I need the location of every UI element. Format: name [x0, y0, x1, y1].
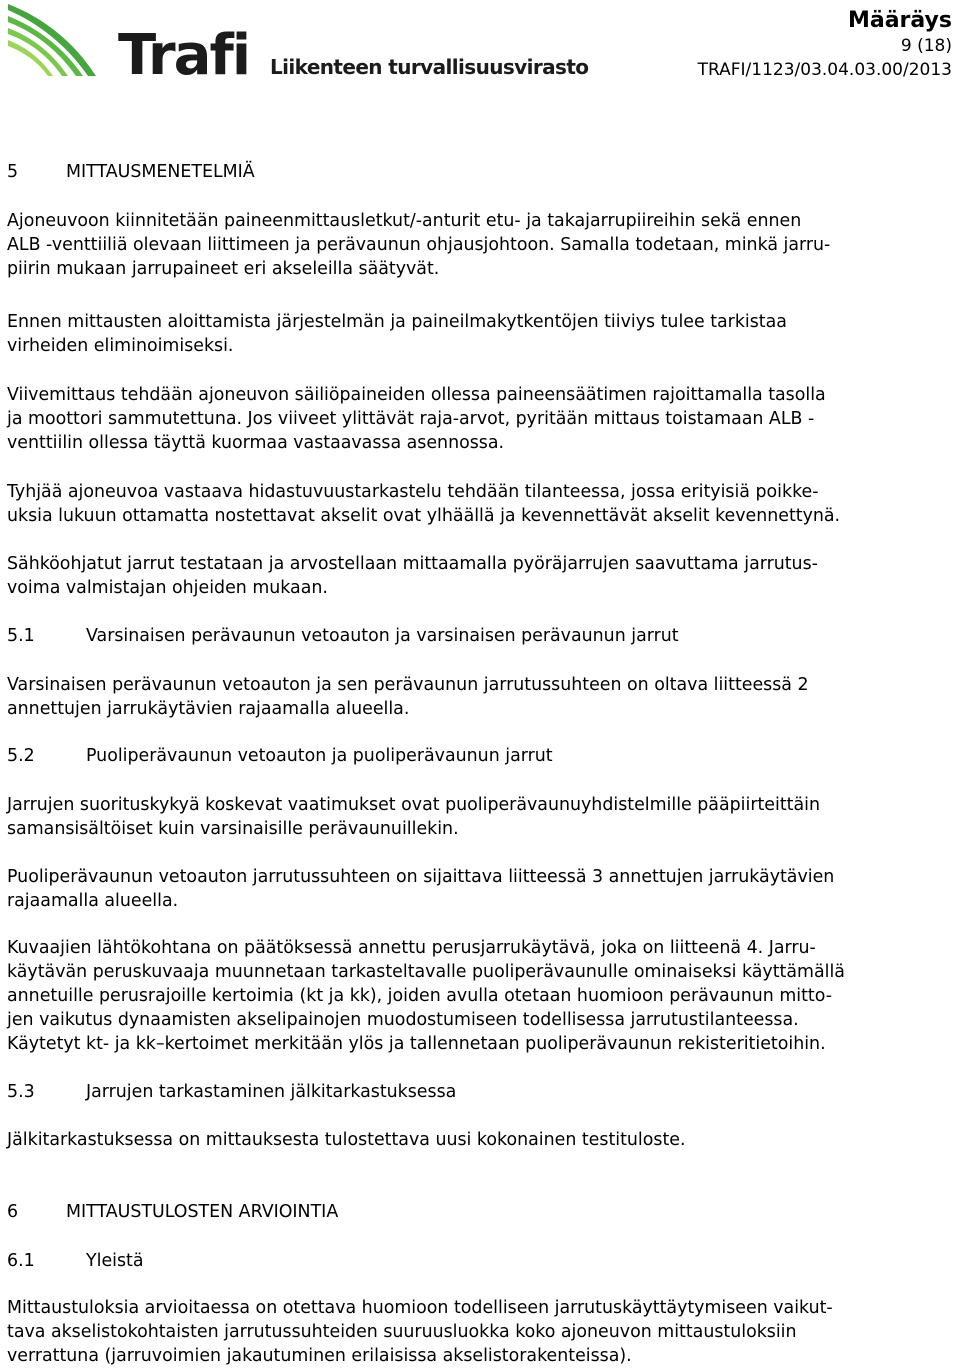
section-heading-5-1 — [7, 624, 959, 648]
text-line: virheiden eliminoimiseksi. — [7, 336, 234, 356]
text-line: Puoliperävaunun vetoauton jarrutussuhteen on sijaittava liitteessä 3 annettujen jarrukäytävien — [7, 867, 835, 887]
paragraph — [7, 865, 959, 913]
text-line: ALB -venttiiliä olevaan liittimeen ja perävaunun ohjausjohtoon. Samalla todetaan, minkä jarru- — [7, 235, 831, 255]
paragraph — [7, 552, 959, 600]
page-header — [0, 0, 960, 100]
text-line: Varsinaisen perävaunun vetoauton ja sen perävaunun jarrutussuhteen on oltava liitteessä 2 — [7, 675, 809, 695]
text-line: Viivemittaus tehdään ajoneuvon säiliöpaineiden ollessa paineensäätimen rajoittamalla tasolla — [7, 385, 826, 405]
section-heading-6 — [7, 1200, 959, 1224]
section-title: MITTAUSTULOSTEN ARVIOINTIA — [66, 1202, 339, 1222]
section-heading-5-3 — [7, 1080, 959, 1104]
logo-wordmark: Trafi — [118, 23, 250, 84]
text-line: Ajoneuvoon kiinnitetään paineenmittausletkut/-anturit etu- ja takajarrupiireihin sekä ennen — [7, 211, 802, 231]
section-number: 6.1 — [7, 1251, 35, 1271]
text-line: Käytetyt kt- ja kk–kertoimet merkitään ylös ja tallennetaan puoliperävaunun rekisteritietoihin. — [7, 1034, 826, 1054]
text-line: Kuvaajien lähtökohtana on päätöksessä annettu perusjarrukäytävä, joka on liitteenä 4. Jarru- — [7, 938, 816, 958]
paragraph — [7, 209, 959, 281]
text-line: verrattuna (jarruvoimien jakautuminen erilaisissa akselistorakenteissa). — [7, 1346, 632, 1366]
text-line: uksia lukuun ottamatta nostettavat akselit ovat ylhäällä ja kevennettävät akselit kevennettynä. — [7, 506, 841, 526]
paragraph — [7, 383, 959, 455]
section-title: Jarrujen tarkastaminen jälkitarkastuksessa — [86, 1082, 457, 1102]
text-line: tava akselistokohtaisten jarrutussuhteiden suuruusluokka koko ajoneuvon mittaustuloksiin — [7, 1322, 797, 1342]
paragraph — [7, 936, 959, 1056]
paragraph — [7, 480, 959, 528]
section-title: Varsinaisen perävaunun vetoauton ja varsinaisen perävaunun jarrut — [86, 626, 679, 646]
document-id: TRAFI/1123/03.04.03.00/2013 — [697, 60, 952, 80]
paragraph — [7, 1128, 959, 1152]
text-line: piirin mukaan jarrupaineet eri akseleilla säätyvät. — [7, 259, 440, 279]
paragraph — [7, 673, 959, 721]
text-line: Sähköohjatut jarrut testataan ja arvostellaan mittaamalla pyöräjarrujen saavuttama jarrutus- — [7, 554, 818, 574]
text-line: voima valmistajan ohjeiden mukaan. — [7, 578, 328, 598]
text-line: ja moottori sammutettuna. Jos viiveet ylittävät raja-arvot, pyritään mittaus toistamaan ALB - — [7, 409, 815, 429]
paragraph — [7, 1296, 959, 1368]
section-title: MITTAUSMENETELMIÄ — [66, 162, 255, 182]
section-number: 5.1 — [7, 626, 35, 646]
agency-name: Liikenteen turvallisuusvirasto — [270, 55, 589, 79]
text-line: venttiilin ollessa täyttä kuormaa vastaavassa asennossa. — [7, 433, 505, 453]
text-line: Tyhjää ajoneuvoa vastaava hidastuvuustarkastelu tehdään tilanteessa, jossa erityisiä poikke- — [7, 482, 819, 502]
trafi-logo — [6, 4, 256, 84]
paragraph — [7, 310, 959, 358]
section-number: 5.2 — [7, 746, 35, 766]
swoosh-icon — [8, 4, 96, 76]
section-number: 6 — [7, 1202, 19, 1222]
section-heading-5-2 — [7, 744, 959, 768]
document-type: Määräys — [847, 8, 952, 33]
section-heading-5 — [7, 160, 959, 184]
page-number: 9 (18) — [900, 36, 952, 56]
text-line: Jälkitarkastuksessa on mittauksesta tulostettava uusi kokonainen testituloste. — [7, 1130, 686, 1150]
section-heading-6-1 — [7, 1249, 959, 1273]
text-line: rajaamalla alueella. — [7, 891, 179, 911]
section-title: Puoliperävaunun vetoauton ja puoliperävaunun jarrut — [86, 746, 553, 766]
text-line: samansisältöiset kuin varsinaisille perävaunuillekin. — [7, 819, 459, 839]
text-line: Ennen mittausten aloittamista järjestelmän ja paineilmakytkentöjen tiiviys tulee tarkistaa — [7, 312, 787, 332]
text-line: Jarrujen suorituskykyä koskevat vaatimukset ovat puoliperävaunuyhdistelmille pääpiirteittäin — [7, 795, 820, 815]
text-line: jen vaikutus dynaamisten akselipainojen muodostumiseen todellisessa jarrutustilanteessa. — [7, 1010, 799, 1030]
section-title: Yleistä — [86, 1251, 144, 1271]
section-number: 5 — [7, 162, 19, 182]
section-number: 5.3 — [7, 1082, 35, 1102]
text-line: käytävän peruskuvaaja muunnetaan tarkasteltavalle puoliperävaunulle ominaiseksi käyttämällä — [7, 962, 845, 982]
text-line: Mittaustuloksia arvioitaessa on otettava huomioon todelliseen jarrutuskäyttäytymiseen vaikut- — [7, 1298, 833, 1318]
text-line: annetuille perusrajoille kertoimia (kt ja kk), joiden avulla otetaan huomioon perävaunun mitto- — [7, 986, 832, 1006]
text-line: annettujen jarrukäytävien rajaamalla alueella. — [7, 699, 410, 719]
paragraph — [7, 793, 959, 841]
